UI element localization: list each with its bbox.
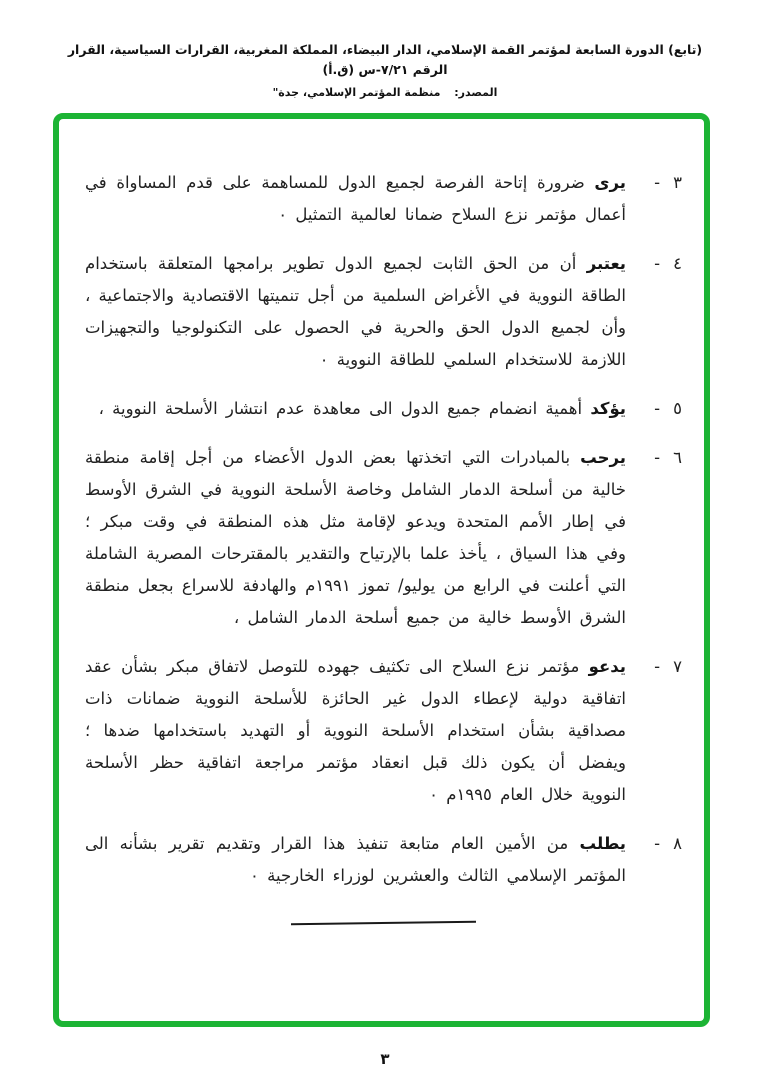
resolution-item-7 [85,651,682,811]
number-dash: - [654,399,661,418]
number-dash: - [654,254,661,273]
clause-lead-verb: يؤكد [590,399,626,418]
clause-lead-verb: يرحب [580,448,626,467]
clause-body: بالمبادرات التي اتخذتها بعض الدول الأعضاء من أجل إقامة منطقة خالية من أسلحة الدمار الشامل وخاصة الأسلحة النووية في الشرق الأوسط في إطار الأمم المتحدة ويدعو لإقامة مثل هذه المنطقة في وقت مبكر ؛ وفي هذا السياق ، يأخذ علما بالإرتياح والتقدير بالمقترحات المصرية الشاملة التي أعلنت في الرابع من يوليو/ تموز ١٩٩١م والهادفة للاسراع بجعل منطقة الشرق الأوسط خالية من جميع أسلحة الدمار الشامل ، [85,448,626,627]
green-border-frame [53,113,710,1027]
clause-lead-verb: يعتبر [586,254,626,273]
clause-lead-verb: يطلب [579,834,626,853]
clause-number: ٤ [673,254,682,273]
clause-text [85,393,626,425]
item-number [626,651,682,811]
clause-body: أن من الحق الثابت لجميع الدول تطوير برامجها المتعلقة باستخدام الطاقة النووية في الأغراض السلمية من أجل تنميتها الاقتصادية والاجتماعية ، وأن لجميع الدول الحق والحرية في الحصول على التكنولوجيا والتجهيزات اللازمة للاستخدام السلمي للطاقة النووية ٠ [84,254,626,369]
clause-lead-verb: يدعو [588,657,626,676]
page-number: ٣ [380,1050,390,1068]
resolution-item-5 [85,393,682,425]
clause-number: ٨ [673,834,682,853]
item-number [626,828,682,892]
clause-body: ضرورة إتاحة الفرصة لجميع الدول للمساهمة على قدم المساواة في أعمال مؤتمر نزع السلاح ضمانا لعالمية التمثيل ٠ [85,173,626,224]
clause-text [85,828,626,892]
header-citation: (تابع) الدورة السابعة لمؤتمر القمة الإسلامي، الدار البيضاء، المملكة المغربية، القرارات السياسية، القرار الرقم ٧/٢١-س (ق.أ) [67,42,703,77]
item-number [626,393,682,425]
item-number [626,167,682,231]
clause-text [85,442,626,634]
clause-body: من الأمين العام متابعة تنفيذ هذا القرار وتقديم تقرير بشأنه الى المؤتمر الإسلامي الثالث والعشرين لوزراء الخارجية ٠ [85,834,626,885]
clause-number: ٥ [673,399,682,418]
resolution-body [85,167,682,1001]
item-number [626,248,682,376]
resolution-item-6 [85,442,682,634]
clause-body: أهمية انضمام جميع الدول الى معاهدة عدم انتشار الأسلحة النووية ، [98,399,583,418]
number-dash: - [654,834,661,853]
header-source [55,86,715,99]
resolution-item-4 [85,248,682,376]
end-of-resolution-rule [291,921,476,926]
clause-text [85,248,626,376]
clause-number: ٧ [673,657,682,676]
number-dash: - [654,657,661,676]
clause-text [85,651,626,811]
resolution-item-8 [85,828,682,892]
clause-text [85,167,626,231]
clause-body: مؤتمر نزع السلاح الى تكثيف جهوده للتوصل لاتفاق مبكر بشأن عقد اتفاقية دولية لإعطاء الدول غير الحائزة للأسلحة النووية ضمانات ذات مصداقية بشأن استخدام الأسلحة النووية أو التهديد باستخدامها ضدها ؛ ويفضل أن يكون ذلك قبل انعقاد مؤتمر مراجعة اتفاقية حظر الأسلحة النووية خلال العام ١٩٩٥م ٠ [85,657,626,804]
document-header [55,40,715,99]
resolution-item-3 [85,167,682,231]
number-dash: - [654,448,661,467]
clause-number: ٦ [673,448,682,467]
source-value: منظمة المؤتمر الإسلامي، جدة" [272,86,441,99]
clause-number: ٣ [673,173,682,192]
source-label: المصدر: [454,86,498,99]
item-number [626,442,682,634]
number-dash: - [654,173,661,192]
clause-lead-verb: يرى [594,173,627,192]
